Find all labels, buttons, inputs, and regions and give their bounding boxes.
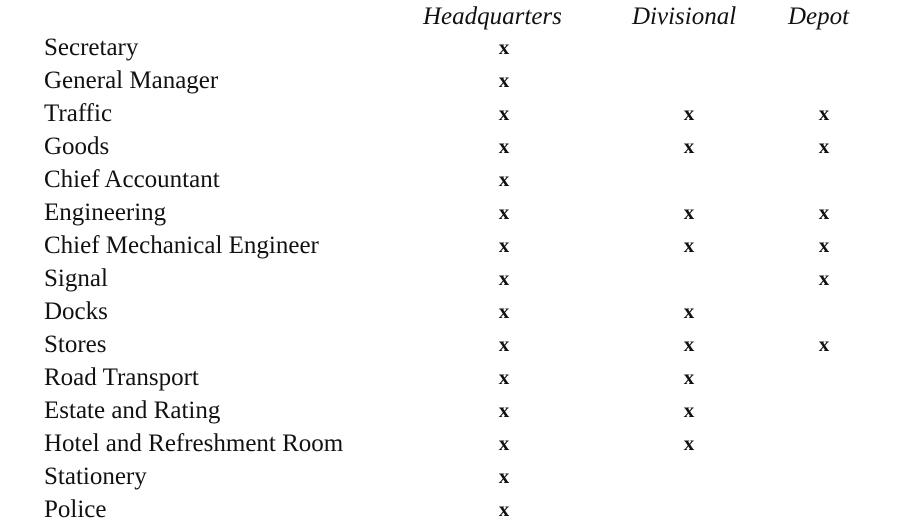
divisional-mark: x bbox=[683, 299, 695, 323]
department-name: Estate and Rating bbox=[44, 397, 221, 424]
divisional-mark: x bbox=[683, 398, 695, 422]
department-name: General Manager bbox=[44, 67, 219, 94]
table-row bbox=[0, 328, 900, 361]
depot-mark: x bbox=[818, 101, 830, 125]
divisional-mark: x bbox=[683, 365, 695, 389]
department-name: Docks bbox=[44, 298, 108, 325]
depot-mark: x bbox=[818, 200, 830, 224]
department-name: Road Transport bbox=[44, 364, 199, 391]
department-name: Secretary bbox=[44, 34, 139, 61]
department-name: Goods bbox=[44, 133, 110, 160]
headquarters-mark: x bbox=[498, 101, 510, 125]
table-row bbox=[0, 361, 900, 394]
depot-mark: x bbox=[818, 332, 830, 356]
department-name: Chief Mechanical Engineer bbox=[44, 232, 319, 259]
table-row bbox=[0, 163, 900, 196]
headquarters-mark: x bbox=[498, 497, 510, 521]
divisional-mark: x bbox=[683, 233, 695, 257]
headquarters-mark: x bbox=[498, 398, 510, 422]
headquarters-mark: x bbox=[498, 68, 510, 92]
headquarters-mark: x bbox=[498, 332, 510, 356]
headquarters-mark: x bbox=[498, 266, 510, 290]
divisional-mark: x bbox=[683, 332, 695, 356]
department-name: Signal bbox=[44, 265, 108, 292]
headquarters-mark: x bbox=[498, 365, 510, 389]
table-body bbox=[0, 31, 900, 526]
column-header-headquarters: Headquarters bbox=[423, 3, 562, 30]
depot-mark: x bbox=[818, 233, 830, 257]
department-name: Hotel and Refreshment Room bbox=[44, 430, 344, 457]
department-name: Stationery bbox=[44, 463, 147, 490]
table-row bbox=[0, 64, 900, 97]
table-row bbox=[0, 427, 900, 460]
table-row bbox=[0, 130, 900, 163]
headquarters-mark: x bbox=[498, 464, 510, 488]
table-row bbox=[0, 493, 900, 526]
column-header-divisional: Divisional bbox=[632, 3, 737, 30]
divisional-mark: x bbox=[683, 431, 695, 455]
headquarters-mark: x bbox=[498, 35, 510, 59]
depot-mark: x bbox=[818, 134, 830, 158]
divisional-mark: x bbox=[683, 134, 695, 158]
headquarters-mark: x bbox=[498, 200, 510, 224]
table-row bbox=[0, 295, 900, 328]
headquarters-mark: x bbox=[498, 167, 510, 191]
department-name: Stores bbox=[44, 331, 107, 358]
table-row bbox=[0, 262, 900, 295]
divisional-mark: x bbox=[683, 101, 695, 125]
divisional-mark: x bbox=[683, 200, 695, 224]
department-name: Chief Accountant bbox=[44, 166, 220, 193]
headquarters-mark: x bbox=[498, 299, 510, 323]
headquarters-mark: x bbox=[498, 233, 510, 257]
table-row bbox=[0, 229, 900, 262]
table-row bbox=[0, 31, 900, 64]
department-name: Traffic bbox=[44, 100, 113, 127]
table-row bbox=[0, 97, 900, 130]
headquarters-mark: x bbox=[498, 431, 510, 455]
table-row bbox=[0, 394, 900, 427]
department-name: Engineering bbox=[44, 199, 167, 226]
column-header-depot: Depot bbox=[788, 3, 850, 30]
department-name: Police bbox=[44, 496, 107, 523]
table-row bbox=[0, 460, 900, 493]
table-row bbox=[0, 196, 900, 229]
headquarters-mark: x bbox=[498, 134, 510, 158]
depot-mark: x bbox=[818, 266, 830, 290]
